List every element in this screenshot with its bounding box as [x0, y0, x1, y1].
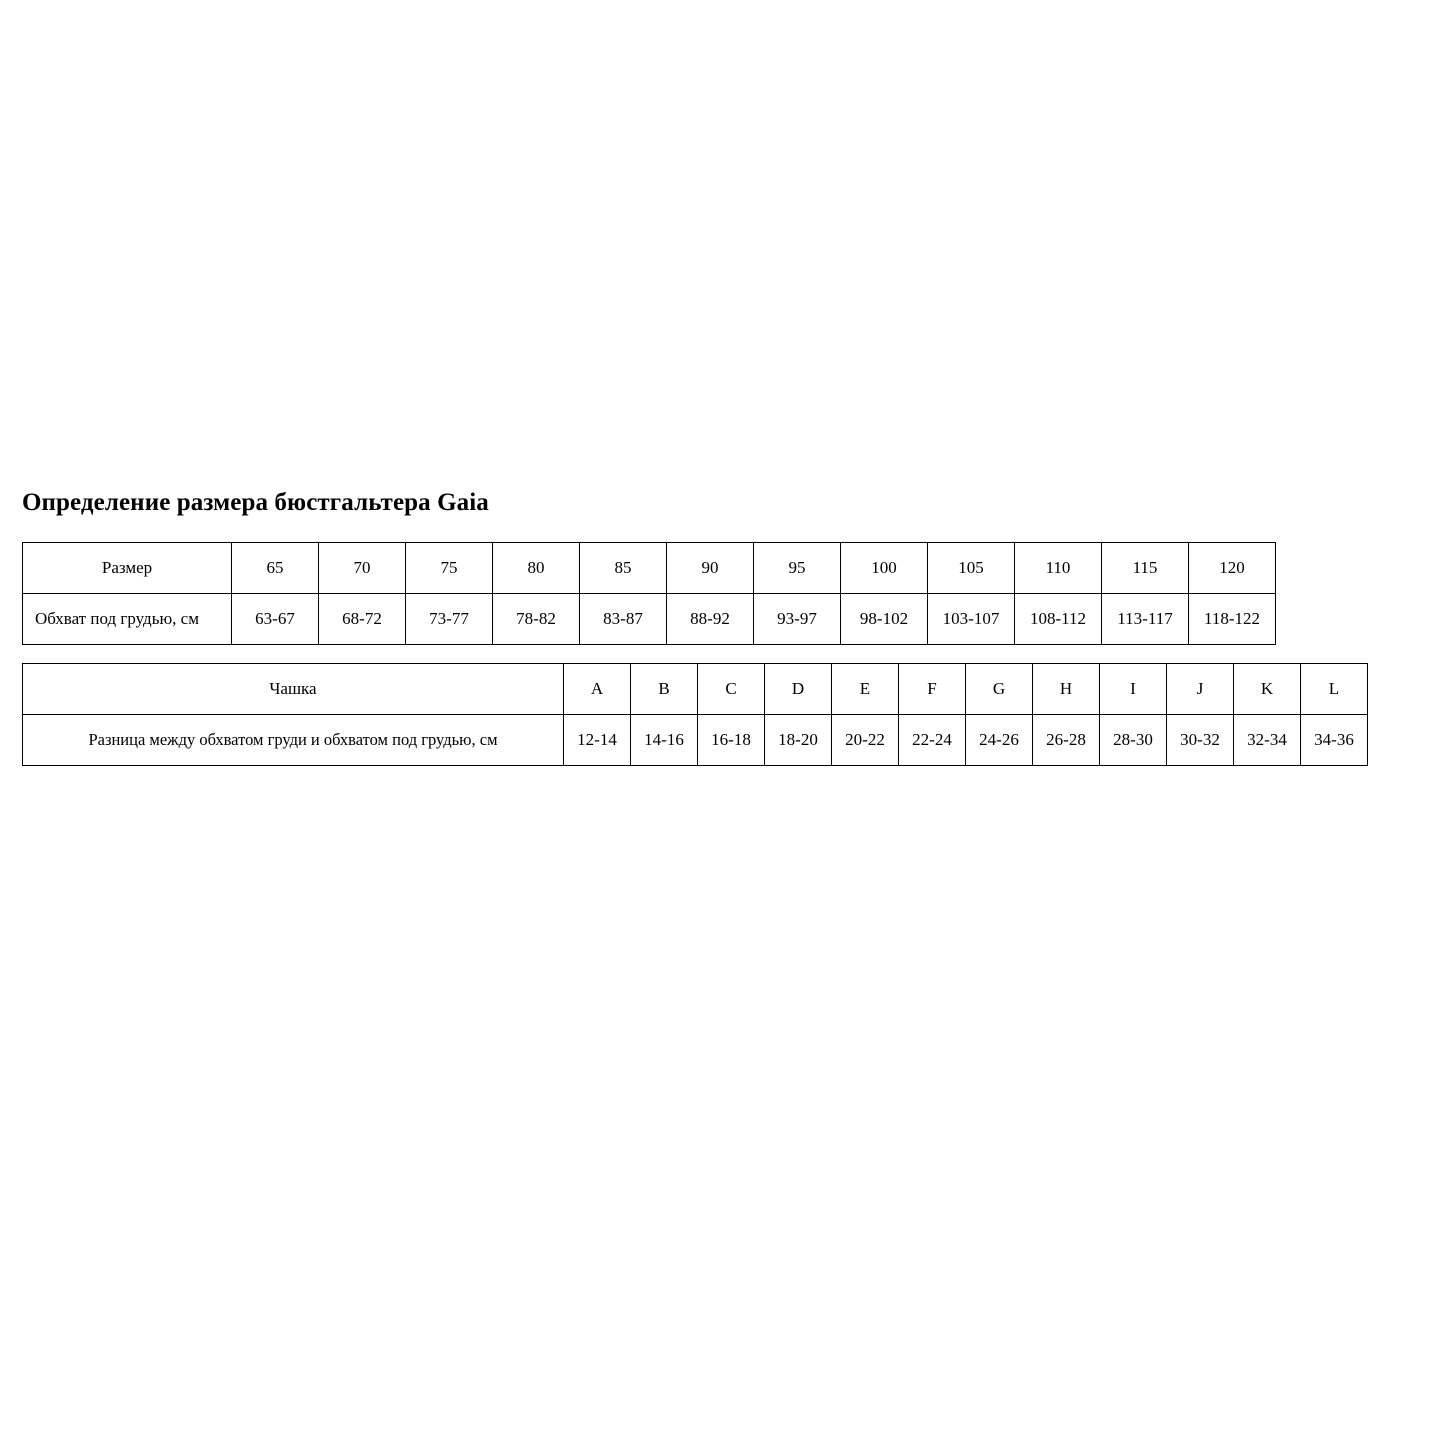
cup-letter-cell: J — [1167, 664, 1234, 715]
row-header-difference: Разница между обхватом груди и обхватом под грудью, см — [23, 715, 564, 766]
band-size-cell: 65 — [232, 543, 319, 594]
underbust-cell: 103-107 — [928, 594, 1015, 645]
difference-cell: 18-20 — [765, 715, 832, 766]
cup-letter-cell: B — [631, 664, 698, 715]
difference-cell: 32-34 — [1234, 715, 1301, 766]
difference-cell: 34-36 — [1301, 715, 1368, 766]
difference-cell: 22-24 — [899, 715, 966, 766]
band-size-cell: 70 — [319, 543, 406, 594]
table-row — [23, 715, 1368, 766]
cup-letter-cell: C — [698, 664, 765, 715]
underbust-cell: 88-92 — [667, 594, 754, 645]
band-size-cell: 100 — [841, 543, 928, 594]
difference-cell: 20-22 — [832, 715, 899, 766]
band-size-cell: 90 — [667, 543, 754, 594]
underbust-cell: 98-102 — [841, 594, 928, 645]
difference-cell: 24-26 — [966, 715, 1033, 766]
cup-size-table — [22, 663, 1368, 766]
difference-cell: 28-30 — [1100, 715, 1167, 766]
document-body — [22, 488, 1422, 766]
difference-cell: 12-14 — [564, 715, 631, 766]
underbust-cell: 68-72 — [319, 594, 406, 645]
band-size-cell: 115 — [1102, 543, 1189, 594]
table-row — [23, 543, 1276, 594]
underbust-cell: 108-112 — [1015, 594, 1102, 645]
underbust-cell: 73-77 — [406, 594, 493, 645]
cup-letter-cell: K — [1234, 664, 1301, 715]
underbust-cell: 118-122 — [1189, 594, 1276, 645]
underbust-cell: 93-97 — [754, 594, 841, 645]
difference-cell: 14-16 — [631, 715, 698, 766]
cup-letter-cell: A — [564, 664, 631, 715]
band-size-cell: 80 — [493, 543, 580, 594]
band-size-cell: 85 — [580, 543, 667, 594]
cup-letter-cell: I — [1100, 664, 1167, 715]
cup-letter-cell: E — [832, 664, 899, 715]
band-size-table — [22, 542, 1276, 645]
row-header-underbust: Обхват под грудью, см — [23, 594, 232, 645]
underbust-cell: 63-67 — [232, 594, 319, 645]
row-header-cup: Чашка — [23, 664, 564, 715]
table-row — [23, 594, 1276, 645]
table-row — [23, 664, 1368, 715]
table-spacer — [22, 645, 1422, 663]
underbust-cell: 83-87 — [580, 594, 667, 645]
difference-cell: 30-32 — [1167, 715, 1234, 766]
difference-cell: 16-18 — [698, 715, 765, 766]
cup-letter-cell: G — [966, 664, 1033, 715]
underbust-cell: 78-82 — [493, 594, 580, 645]
cup-letter-cell: H — [1033, 664, 1100, 715]
row-header-size: Размер — [23, 543, 232, 594]
cup-letter-cell: L — [1301, 664, 1368, 715]
band-size-cell: 105 — [928, 543, 1015, 594]
band-size-cell: 110 — [1015, 543, 1102, 594]
underbust-cell: 113-117 — [1102, 594, 1189, 645]
page-title: Определение размера бюстгальтера Gaia — [22, 489, 489, 516]
band-size-cell: 120 — [1189, 543, 1276, 594]
difference-cell: 26-28 — [1033, 715, 1100, 766]
cup-letter-cell: D — [765, 664, 832, 715]
cup-letter-cell: F — [899, 664, 966, 715]
band-size-cell: 75 — [406, 543, 493, 594]
band-size-cell: 95 — [754, 543, 841, 594]
